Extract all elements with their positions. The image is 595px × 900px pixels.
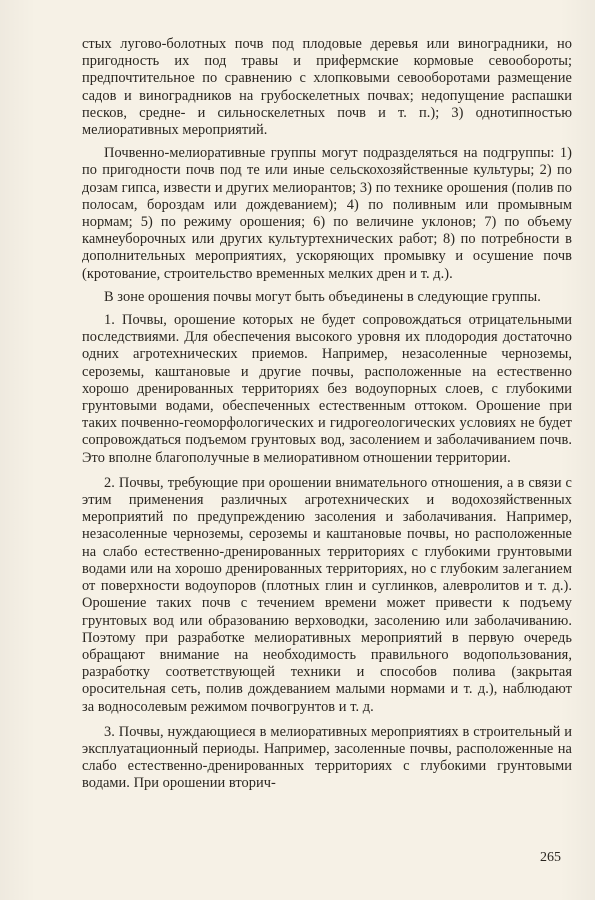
paragraph-subgroups: Почвенно-мелиоративные группы могут подразделяться на подгруппы: 1) по пригодности почв под те или иные сельскохозяйственные культуры; 2) по дозам гипса, извести и других мелиорантов; 3) по технике орошения (полив по полосам, бороздам или дождеванием); 4) по поливным или промывным нормам; 5) по режиму орошения; 6) по величине уклонов; 7) по объему камнеуборочных или других культуртехнических работ; 8) по потребности в дополнительных мероприятиях, ускоряющих промывку и осушение почв (кротование, строительство временных мелких дрен и т. д.). xyxy=(82,145,572,282)
paragraph-group-2: 2. Почвы, требующие при орошении внимательного отношения, а в связи с этим применения различных агротехнических и водохозяйственных мероприятий по предупреждению засоления и заболачивания. Например, незасоленные черноземы, сероземы и каштановые почвы, но расположенные на слабо естественно-дренированных территориях с глубокими грунтовыми водами или на хорошо дренированных территориях, но с глубоким залеганием от поверхности водоупоров (плотных глин и суглинков, алевролитов и т. д.). Орошение таких почв с течением времени может привести к подъему грунтовых вод или образованию верховодки, засолению или заболачиванию. Поэтому при разработке мелиоративных мероприятий в первую очередь обращают внимание на необходимость правильного водопользования, разработку соответствующей техники и способов полива (закрытая оросительная сеть, полив дождеванием малыми нормами и т. д.), наблюдают за водносолевым режимом почвогрунтов и т. д. xyxy=(82,474,572,715)
page-number: 265 xyxy=(540,850,561,865)
paragraph-group-1: 1. Почвы, орошение которых не будет сопровождаться отрицательными последствиями. Для обеспечения высокого уровня их плодородия достаточно одних агротехнических приемов. Например, незасоленные черноземы, сероземы, каштановые и другие почвы, расположенные на естественно хорошо дренированных территориях без водоупорных слоев, с глубокими грунтовыми водами, обеспеченных естественным оттоком. Орошение при таких почвенно-геоморфологических и гидрогеологических условиях не будет сопровождаться подъемом грунтовых вод, засолением и заболачиванием почв. Это вполне благополучные в мелиоративном отношении территории. xyxy=(82,312,572,466)
paragraph-group-3: 3. Почвы, нуждающиеся в мелиоративных мероприятиях в строительный и эксплуатационный периоды. Например, засоленные почвы, расположенные на слабо естественно-дренированных территориях с глубокими грунтовыми водами. При орошении вторич- xyxy=(82,723,572,792)
paragraph-groups-intro: В зоне орошения почвы могут быть объединены в следующие группы. xyxy=(104,288,541,305)
body-text xyxy=(82,36,572,793)
paragraph-continued: стых лугово-болотных почв под плодовые деревья или виноградники, но пригодность их под травы и прифермские кормовые севообороты; предпочтительное по сравнению с хлопковыми севооборотами размещение садов и виноградников на грубоскелетных почвах; недопущение распашки песков, средне- и сильноскелетных почв и т. п.); 3) однотипностью мелиоративных мероприятий. xyxy=(82,36,572,139)
